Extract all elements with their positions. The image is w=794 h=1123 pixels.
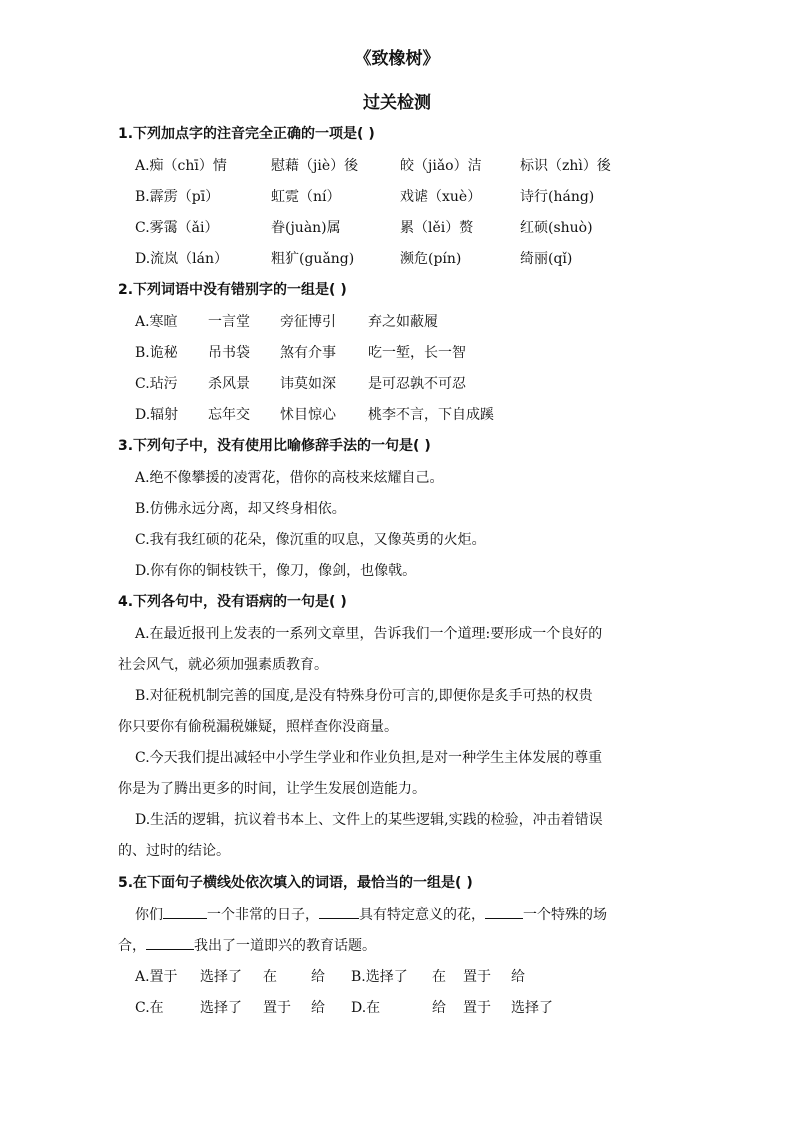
q4-option-d-line2: 的、过时的结论。 — [118, 843, 230, 859]
q1-option-c-4: 红硕(shuò) — [520, 220, 593, 236]
q1-option-a-2: 慰藉（jiè）後 — [271, 158, 359, 174]
q2-option-c-4: 是可忍孰不可忍 — [368, 376, 466, 392]
q1-option-a-1: A.痴（chī）情 — [135, 158, 227, 174]
q5-option-d-3: 置于 — [463, 1000, 491, 1016]
q5-sentence-part-3: 具有特定意义的花， — [359, 907, 485, 923]
q4-option-b-line1: B.对征税机制完善的国度,是没有特殊身份可言的,即便你是炙手可热的权贵 — [135, 688, 593, 704]
q3-option-b: B.仿佛永远分离，却又终身相依。 — [135, 501, 346, 517]
q2-option-a-4: 弃之如蔽履 — [368, 314, 438, 330]
q4-option-d-line1: D.生活的逻辑，抗议着书本上、文件上的某些逻辑,实践的检验，冲击着错误 — [135, 812, 603, 828]
q5-sentence-part-4: 一个特殊的场 — [523, 907, 607, 923]
question-2-stem: 2.下列词语中没有错别字的一组是( ) — [118, 282, 347, 298]
q2-option-a-1: A.寒暄 — [135, 314, 178, 330]
q5-sentence-part-6: 我出了一道即兴的教育话题。 — [194, 938, 376, 954]
q5-option-b-3: 置于 — [463, 969, 491, 985]
q1-option-c-2: 眷(juàn)属 — [271, 220, 341, 236]
q5-sentence-part-5: 合， — [118, 938, 146, 954]
q4-option-c-line1: C.今天我们提出减轻中小学生学业和作业负担,是对一种学生主体发展的尊重 — [135, 750, 603, 766]
page-subtitle: 过关检测 — [363, 93, 431, 113]
question-1-stem: 1.下列加点字的注音完全正确的一项是( ) — [118, 126, 375, 142]
q1-option-b-2: 虹霓（ní） — [271, 189, 341, 205]
q5-option-a-3: 在 — [263, 969, 277, 985]
q2-option-d-4: 桃李不言，下自成蹊 — [368, 407, 494, 423]
q1-option-a-3: 皎（jiǎo）洁 — [400, 158, 482, 174]
q3-option-d: D.你有你的铜枝铁干，像刀，像剑，也像戟。 — [135, 563, 417, 579]
q5-option-b-1: B.选择了 — [351, 969, 408, 985]
q4-option-a-line2: 社会风气，就必须加强素质教育。 — [118, 657, 328, 673]
q1-option-b-4: 诗行(háng) — [520, 189, 595, 205]
q2-option-b-4: 吃一堑，长一智 — [368, 345, 466, 361]
q2-option-d-1: D.辐射 — [135, 407, 179, 423]
q1-option-d-3: 濒危(pín) — [400, 251, 462, 267]
q5-option-a-4: 给 — [311, 969, 325, 985]
q4-option-c-line2: 你是为了腾出更多的时间，让学生发展创造能力。 — [118, 781, 426, 797]
blank-1 — [163, 904, 207, 919]
question-5-stem: 5.在下面句子横线处依次填入的词语，最恰当的一组是( ) — [118, 875, 473, 891]
blank-4 — [146, 935, 194, 950]
q2-option-a-3: 旁征博引 — [280, 314, 336, 330]
q1-option-d-2: 粗犷(guǎng) — [271, 251, 355, 267]
q1-option-b-3: 戏谑（xuè） — [400, 189, 482, 205]
q2-option-b-3: 煞有介事 — [280, 345, 336, 361]
q5-option-b-4: 给 — [511, 969, 525, 985]
q1-option-b-1: B.霹雳（pī） — [135, 189, 220, 205]
q5-option-c-4: 给 — [311, 1000, 325, 1016]
blank-2 — [319, 904, 359, 919]
q4-option-b-line2: 你只要你有偷税漏税嫌疑，照样查你没商量。 — [118, 719, 398, 735]
q2-option-b-1: B.诡秘 — [135, 345, 178, 361]
q5-sentence-part-2: 一个非常的日子， — [207, 907, 319, 923]
question-4-stem: 4.下列各句中，没有语病的一句是( ) — [118, 594, 347, 610]
q2-option-b-2: 吊书袋 — [208, 345, 250, 361]
q2-option-d-2: 忘年交 — [208, 407, 250, 423]
q1-option-d-1: D.流岚（lán） — [135, 251, 229, 267]
page-title: 《致橡树》 — [354, 49, 440, 69]
q5-sentence-line2 — [118, 935, 376, 955]
q5-option-c-2: 选择了 — [200, 1000, 242, 1016]
q5-option-c-3: 置于 — [263, 1000, 291, 1016]
q1-option-d-4: 绮丽(qǐ) — [520, 251, 573, 267]
q5-option-d-2: 给 — [432, 1000, 446, 1016]
q5-option-d-1: D.在 — [351, 1000, 381, 1016]
q2-option-c-2: 杀风景 — [208, 376, 250, 392]
q1-option-a-4: 标识（zhì）後 — [520, 158, 611, 174]
q1-option-c-1: C.雾霭（ǎi） — [135, 220, 219, 236]
q2-option-c-3: 讳莫如深 — [280, 376, 336, 392]
q5-option-a-1: A.置于 — [135, 969, 178, 985]
q5-sentence-line1 — [135, 904, 607, 924]
q3-option-c: C.我有我红硕的花朵，像沉重的叹息，又像英勇的火炬。 — [135, 532, 486, 548]
question-3-stem: 3.下列句子中，没有使用比喻修辞手法的一句是( ) — [118, 438, 431, 454]
q2-option-c-1: C.玷污 — [135, 376, 178, 392]
q5-option-d-4: 选择了 — [511, 1000, 553, 1016]
q5-option-c-1: C.在 — [135, 1000, 164, 1016]
q1-option-c-3: 累（lěi）赘 — [400, 220, 474, 236]
blank-3 — [485, 904, 523, 919]
q5-option-b-2: 在 — [432, 969, 446, 985]
q5-option-a-2: 选择了 — [200, 969, 242, 985]
q5-sentence-part-1: 你们 — [135, 907, 163, 923]
q2-option-d-3: 怵目惊心 — [280, 407, 336, 423]
q4-option-a-line1: A.在最近报刊上发表的一系列文章里，告诉我们一个道理:要形成一个良好的 — [135, 626, 603, 642]
q3-option-a: A.绝不像攀援的凌霄花，借你的高枝来炫耀自己。 — [135, 470, 444, 486]
q2-option-a-2: 一言堂 — [208, 314, 250, 330]
